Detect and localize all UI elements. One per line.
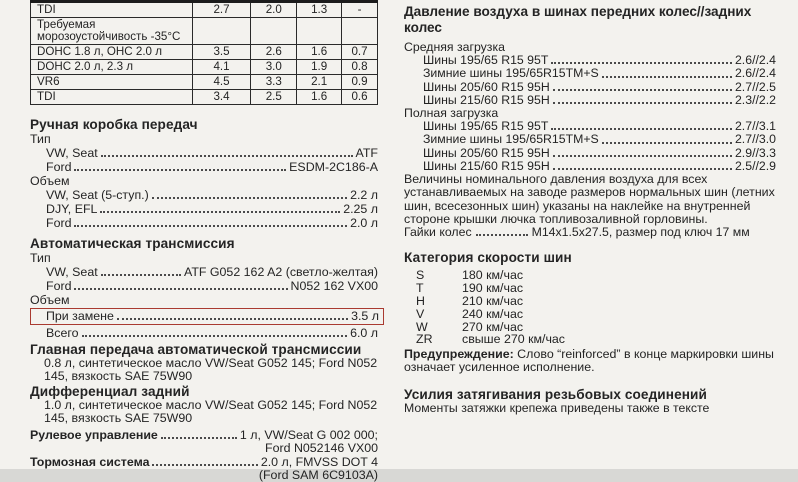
- dot-leader: [82, 335, 348, 337]
- group-label: Средняя загрузка: [404, 40, 505, 54]
- speed-code: V: [416, 306, 425, 321]
- dot-leader: [476, 234, 528, 236]
- cell-value: 0.8: [342, 60, 378, 75]
- dot-leader: [551, 62, 732, 64]
- warning-text: Слово “reinforced” в конце маркировки шины означает усиленное исполнение.: [404, 347, 774, 375]
- dot-leader: [553, 168, 732, 170]
- spec-row: [30, 279, 378, 293]
- cell-value: 2.5: [251, 90, 297, 105]
- cell-value: 1.3: [297, 2, 342, 18]
- spec-value: 2.6//2.4: [734, 53, 776, 68]
- spec-row: [30, 188, 378, 202]
- table-row: [31, 45, 378, 60]
- spec-label: Всего: [46, 326, 79, 340]
- spec-row: [30, 265, 378, 279]
- speed-value: 180 км/час: [462, 268, 524, 283]
- section-title-tire-pressure: Давление воздуха в шинах передних колес//задних колес: [404, 4, 752, 35]
- cell-value: 3.3: [251, 75, 297, 90]
- spec-row-highlighted: [31, 309, 379, 323]
- spec-label: Ford: [46, 216, 72, 230]
- dot-leader: [74, 288, 287, 290]
- dot-leader: [553, 155, 732, 157]
- spec-row: [404, 81, 776, 94]
- dot-leader: [117, 318, 348, 320]
- spec-row: [30, 326, 378, 340]
- final-drive-text: 0.8 л, синтетическое масло VW/Seat G052 145; Ford N052 145, вязкость SAE 75W90: [44, 356, 378, 384]
- group-label: Объем: [30, 293, 70, 307]
- row-label: DOHC 2.0 л, 2.3 л: [31, 60, 193, 75]
- spec-label: При замене: [46, 309, 114, 323]
- row-label: TDI: [31, 90, 193, 105]
- section-title-final-drive: Главная передача автоматической трансмиссии: [30, 342, 362, 357]
- spec-row: [30, 216, 378, 230]
- spec-value: ATF G052 162 A2 (светло-желтая): [183, 265, 378, 279]
- speed-row: [404, 282, 776, 295]
- cell-value: 2.7: [192, 2, 251, 18]
- lug-nuts-row: [404, 226, 776, 239]
- section-title-speed-category: Категория скорости шин: [404, 250, 572, 266]
- dot-leader: [101, 274, 181, 276]
- spec-row: [30, 428, 378, 442]
- speed-row: [404, 295, 776, 308]
- spec-row: [404, 67, 776, 80]
- cell-value: [251, 18, 297, 45]
- spec-value: 2.7//3.0: [734, 132, 776, 147]
- section-title-automatic-transmission: Автоматическая трансмиссия: [30, 236, 235, 251]
- section-title-rear-differential: Дифференциал задний: [30, 383, 190, 399]
- cell-value: 3.4: [192, 90, 251, 105]
- row-label: TDI: [31, 2, 193, 18]
- speed-code: ZR: [416, 332, 433, 347]
- spec-label: Ford: [46, 160, 72, 174]
- group-label: Объем: [30, 174, 70, 188]
- spec-value: 2.9//3.3: [734, 145, 776, 160]
- dot-leader: [152, 197, 347, 199]
- speed-value: 210 км/час: [462, 294, 524, 309]
- speed-code: S: [416, 268, 425, 283]
- spec-label: Шины 195/65 R15 95T: [423, 53, 549, 68]
- dot-leader: [602, 76, 732, 78]
- cell-value: 1.9: [297, 60, 342, 75]
- table-row: [31, 75, 378, 90]
- spec-value-continued: (Ford SAM 6C9103A): [258, 468, 378, 482]
- spec-row: [30, 146, 378, 160]
- coolant-capacity-table: [30, 0, 378, 105]
- cell-value: [342, 18, 378, 45]
- table-row: [31, 60, 378, 75]
- dot-leader: [553, 102, 732, 104]
- tire-pressure-note: Величины номинального давления воздуха для всех устанавливаемых на заводе размеров нормальных шин (летних шин, всесезонных шин) указаны на наклейке на внутренней стороне крышки лючка топливозаливной горловины.: [404, 172, 775, 226]
- spec-label: Тормозная система: [30, 455, 150, 470]
- spec-value: 2.7//2.5: [734, 79, 776, 94]
- cell-value: 0.9: [342, 75, 378, 90]
- cell-value: 2.6: [251, 45, 297, 60]
- dot-leader: [551, 128, 732, 130]
- speed-row: [404, 308, 776, 321]
- row-label: [31, 18, 193, 45]
- spec-label: Рулевое управление: [30, 427, 158, 442]
- speed-value: 190 км/час: [462, 281, 524, 296]
- lug-nuts-label: Гайки колес: [404, 225, 472, 240]
- red-highlight-box: [30, 308, 384, 325]
- right-column: [404, 4, 776, 415]
- cell-value: -: [342, 2, 378, 18]
- spec-value: 1 л, VW/Seat G 002 000;: [239, 427, 378, 442]
- dot-leader: [101, 155, 353, 157]
- spec-label: Шины 195/65 R15 95T: [423, 119, 549, 134]
- spec-value: 2.3//2.2: [734, 92, 776, 107]
- spec-value: 2.2 л: [350, 188, 378, 202]
- spec-value: 2.7//3.1: [734, 119, 776, 134]
- speed-row: [404, 333, 776, 346]
- spec-value: 6.0 л: [350, 326, 378, 340]
- warning-label: Предупреждение:: [404, 347, 514, 362]
- dot-leader: [100, 211, 340, 213]
- spec-label: Зимние шины 195/65R15TM+S: [423, 132, 599, 147]
- dot-leader: [152, 464, 257, 466]
- group-label: Тип: [30, 132, 51, 146]
- spec-value: 2.5//2.9: [734, 158, 776, 173]
- spec-label: VW, Seat (5-ступ.): [46, 188, 149, 202]
- dot-leader: [74, 225, 347, 227]
- cell-value: 4.1: [192, 60, 251, 75]
- spec-value: ATF: [355, 146, 378, 160]
- rear-differential-text: 1.0 л, синтетическое масло VW/Seat G052 145; Ford N052 145, вязкость SAE 75W90: [44, 397, 378, 426]
- row-label-line1: Требуемая: [37, 18, 96, 31]
- spec-label: Шины 205/60 R15 95H: [423, 79, 550, 94]
- lug-nuts-value: M14x1.5x27.5, размер под ключ 17 мм: [531, 225, 750, 240]
- spec-label: Шины 205/60 R15 95H: [423, 145, 550, 160]
- spec-value: ESDM-2C186-A: [289, 160, 378, 174]
- dot-leader: [602, 142, 732, 144]
- table-row: [31, 2, 378, 18]
- spec-value: 2.25 л: [343, 202, 378, 216]
- cell-value: [192, 18, 251, 45]
- cell-value: 3.0: [251, 60, 297, 75]
- cell-value: 2.0: [251, 2, 297, 18]
- table-row: [31, 90, 378, 105]
- speed-value: 240 км/час: [462, 306, 524, 321]
- row-label: VR6: [31, 75, 193, 90]
- row-label-line2: морозоустойчивость -35°C: [37, 30, 181, 43]
- cell-value: 4.5: [192, 75, 251, 90]
- spec-label: DJY, EFL: [46, 202, 98, 216]
- cell-value: 1.6: [297, 45, 342, 60]
- dot-leader: [161, 437, 237, 439]
- section-title-tightening: Усилия затягивания резьбовых соединений: [404, 386, 707, 402]
- tightening-text: Моменты затяжки крепежа приведены также в тексте: [404, 400, 710, 415]
- cell-value: 0.7: [342, 45, 378, 60]
- cell-value: 1.6: [297, 90, 342, 105]
- group-label: Полная загрузка: [404, 106, 499, 121]
- dot-leader: [74, 169, 286, 171]
- spec-row: [30, 202, 378, 216]
- dot-leader: [553, 89, 732, 91]
- table-row: [31, 18, 378, 45]
- cell-value: 3.5: [192, 45, 251, 60]
- spec-label: VW, Seat: [46, 146, 98, 160]
- cell-value: 2.1: [297, 75, 342, 90]
- spec-label: Шины 215/60 R15 95H: [423, 92, 550, 107]
- section-title-manual-gearbox: Ручная коробка передач: [30, 117, 198, 132]
- cell-value: 0.6: [342, 90, 378, 105]
- spec-row: [404, 133, 776, 146]
- speed-row: [404, 269, 776, 282]
- spec-value-continued: Ford N052146 VX00: [265, 440, 378, 455]
- spec-row: [404, 147, 776, 160]
- group-label: Тип: [30, 251, 51, 265]
- spec-row: [30, 455, 378, 469]
- spec-row: [30, 160, 378, 174]
- speed-row: [404, 321, 776, 334]
- speed-code: T: [416, 281, 424, 296]
- speed-value: свыше 270 км/час: [462, 332, 565, 347]
- spec-value: 2.0 л, FMVSS DOT 4: [260, 455, 378, 470]
- spec-value: 2.6//2.4: [734, 66, 776, 81]
- speed-value: 270 км/час: [462, 319, 524, 334]
- left-column: [30, 0, 378, 482]
- spec-value: 2.0 л: [350, 216, 378, 230]
- spec-label: Ford: [46, 279, 72, 293]
- spec-value: 3.5 л: [351, 309, 379, 323]
- spec-value: N052 162 VX00: [290, 279, 378, 293]
- warning-paragraph: [404, 348, 776, 374]
- spec-label: VW, Seat: [46, 265, 98, 279]
- speed-code: W: [416, 319, 428, 334]
- speed-code: H: [416, 294, 425, 309]
- spec-label: Зимние шины 195/65R15TM+S: [423, 66, 599, 81]
- spec-label: Шины 215/60 R15 95H: [423, 158, 550, 173]
- cell-value: [297, 18, 342, 45]
- row-label: DOHC 1.8 л, OHC 2.0 л: [31, 45, 193, 60]
